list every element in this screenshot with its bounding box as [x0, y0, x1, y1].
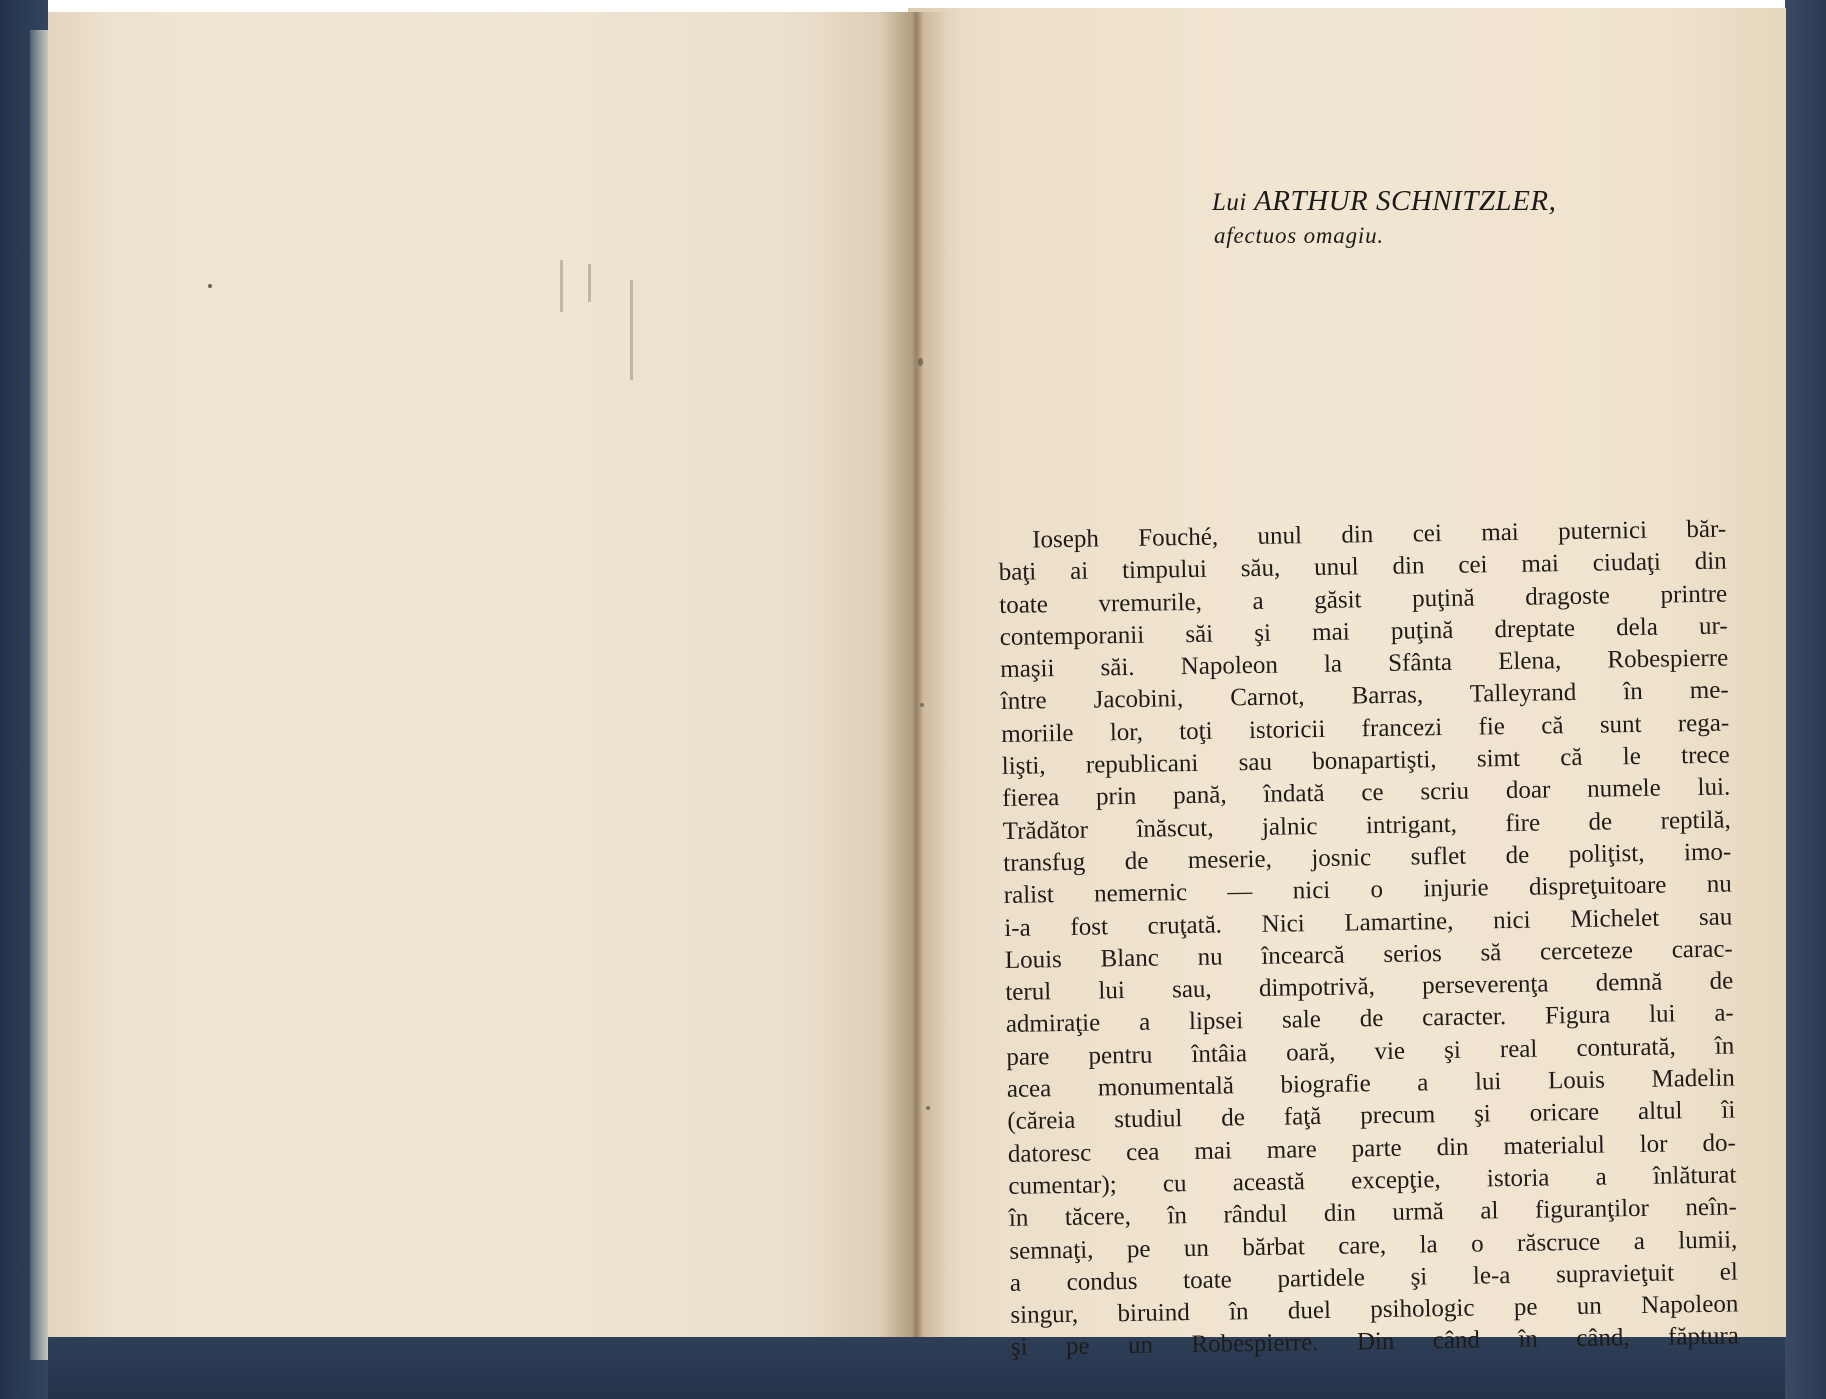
cover-inner-edge [30, 30, 48, 1360]
text-line: Trădător înăscut, jalnic intrigant, fire de reptilă, [1002, 806, 1731, 845]
speck [208, 284, 212, 288]
text-line: moriile lor, toţi istoricii francezi fie că sunt rega- [1001, 709, 1730, 748]
text-line: singur, biruind în duel psihologic pe un Napoleon [1010, 1290, 1739, 1330]
text-line: semnaţi, pe un bărbat care, la o răscruce a lumii, [1009, 1226, 1738, 1265]
text-line: contemporanii săi şi mai puţină dreptate dela ur- [999, 612, 1728, 651]
left-page-blank [48, 12, 908, 1337]
text-line: (căreia studiul de faţă precum şi oricare altul îi [1007, 1096, 1736, 1136]
text-line: ralist nemernic — nici o injurie dispreţuitoare nu [1003, 870, 1732, 910]
dedication-name: ARTHUR SCHNITZLER, [1254, 185, 1557, 217]
text-line: acea monumentală biografie a lui Louis Madelin [1006, 1064, 1735, 1103]
text-line: pare pentru întâia oară, vie şi real conturată, în [1006, 1032, 1735, 1071]
text-line: între Jacobini, Carnot, Barras, Talleyrand în me- [1000, 677, 1729, 716]
book-cover-right-edge [1785, 0, 1826, 1399]
show-through-mark [630, 280, 633, 380]
text-line: i-a fost cruţată. Nici Lamartine, nici Michelet sau [1004, 903, 1733, 942]
text-line: cumentar); cu această excepţie, istoria a înlăturat [1008, 1161, 1737, 1200]
text-line: fierea prin pană, îndată ce scriu doar numele lui. [1002, 773, 1731, 813]
text-line: terul lui sau, dimpotrivă, perseverenţa demnă de [1005, 967, 1734, 1007]
text-line: Ioseph Fouché, unul din cei mai puternici băr- [1032, 515, 1727, 554]
text-line: transfug de meserie, josnic suflet de poliţist, imo- [1003, 838, 1732, 877]
text-line: Louis Blanc nu încearcă serios să cerceteze carac- [1004, 935, 1733, 974]
body-paragraph [998, 514, 1739, 1365]
text-line: a condus toate partidele şi le-a supravieţuit el [1009, 1258, 1739, 1297]
dedication-prefix: Lui [1212, 189, 1247, 216]
text-line: în tăcere, în rândul din urmă al figuranţilor neîn- [1008, 1193, 1738, 1233]
book-spine-gutter [880, 12, 950, 1337]
dedication-line-2: afectuos omagiu. [1214, 223, 1384, 248]
text-line: datoresc cea mai mare parte din materialul lor do- [1007, 1129, 1737, 1168]
dedication-line-1 [1212, 184, 1672, 220]
text-line: admiraţie a lipsei sale de caracter. Figura lui a- [1005, 999, 1734, 1039]
text-line: baţi ai timpului său, unul din cei mai ciudaţi din [998, 547, 1727, 587]
text-line: şi pe un Robespierre. Din când în când, făptura [1010, 1322, 1740, 1362]
text-line: toate vremurile, a găsit puţină dragoste printre [999, 580, 1728, 619]
dedication [1212, 184, 1672, 252]
text-line: lişti, republicani sau bonapartişti, simt că le trece [1001, 741, 1730, 781]
text-line: maşii săi. Napoleon la Sfânta Elena, Robespierre [1000, 644, 1729, 684]
show-through-mark [588, 264, 591, 302]
show-through-mark [560, 260, 563, 312]
